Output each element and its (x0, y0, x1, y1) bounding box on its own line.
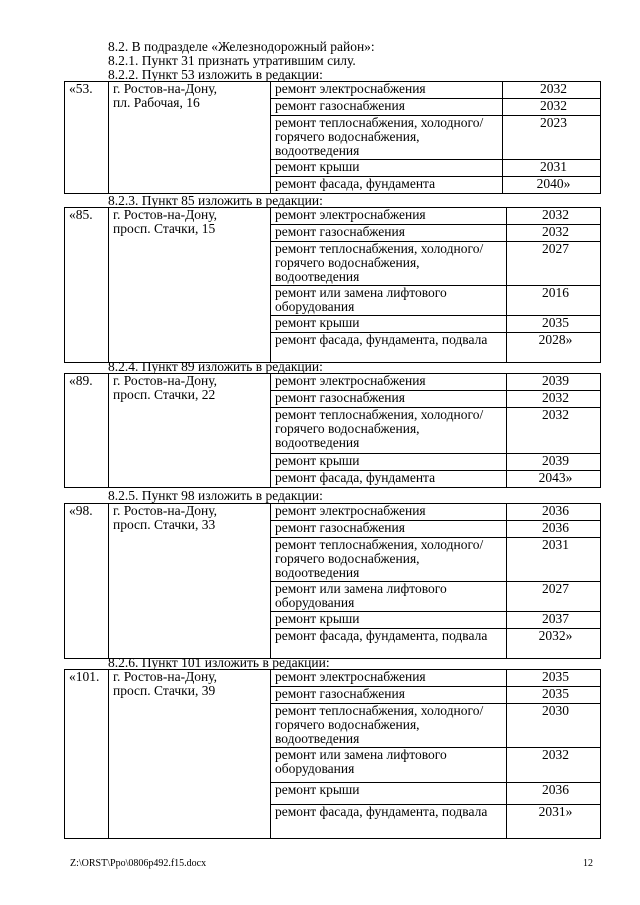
work-year: 2039 (507, 454, 601, 471)
work-year: 2032 (503, 82, 601, 99)
block-intro: 8.2.3. Пункт 85 изложить в редакции: (108, 193, 323, 208)
work-type: ремонт или замена лифтового оборудования (271, 286, 507, 316)
work-year: 2040» (503, 177, 601, 194)
work-type: ремонт теплоснабжения, холодного/горячего водоснабжения, водоотведения (271, 408, 507, 454)
address-street: просп. Стачки, 22 (113, 387, 216, 402)
work-type: ремонт газоснабжения (271, 391, 507, 408)
work-type: ремонт электроснабжения (271, 374, 507, 391)
work-year: 2035 (507, 670, 601, 687)
work-type: ремонт электроснабжения (271, 82, 503, 99)
work-year: 2031» (507, 805, 601, 839)
address-street: просп. Стачки, 15 (113, 221, 216, 236)
work-year: 2030 (507, 704, 601, 748)
block-intro: 8.2.5. Пункт 98 изложить в редакции: (108, 488, 323, 503)
work-year: 2032 (507, 408, 601, 454)
address-city: г. Ростов-на-Дону, (113, 503, 218, 518)
page-number: 12 (583, 858, 593, 869)
work-year: 2032» (507, 629, 601, 659)
item-table (64, 81, 601, 194)
work-type: ремонт электроснабжения (271, 208, 507, 225)
block-intro: 8.2.2. Пункт 53 изложить в редакции: (108, 67, 323, 82)
work-year: 2027 (507, 242, 601, 286)
work-year: 2043» (507, 471, 601, 488)
work-type: ремонт газоснабжения (271, 687, 507, 704)
work-year: 2031 (503, 160, 601, 177)
section-heading: 8.2. В подразделе «Железнодорожный район»: (108, 39, 375, 54)
item-table (64, 373, 601, 488)
work-type: ремонт теплоснабжения, холодного/горячего водоснабжения, водоотведения (271, 116, 503, 160)
item-table (64, 669, 601, 839)
work-type: ремонт крыши (271, 160, 503, 177)
work-year: 2028» (507, 333, 601, 363)
block-intro: 8.2.4. Пункт 89 изложить в редакции: (108, 359, 323, 374)
item-address (109, 82, 271, 194)
work-type: ремонт крыши (271, 454, 507, 471)
address-street: просп. Стачки, 33 (113, 517, 216, 532)
work-year: 2032 (507, 748, 601, 783)
work-type: ремонт крыши (271, 316, 507, 333)
work-year: 2035 (507, 687, 601, 704)
work-year: 2032 (503, 99, 601, 116)
address-city: г. Ростов-на-Дону, (113, 81, 218, 96)
work-type: ремонт фасада, фундамента, подвала (271, 805, 507, 839)
work-year: 2036 (507, 783, 601, 805)
work-year: 2035 (507, 316, 601, 333)
footer-file-path: Z:\ORST\Ppo\0806p492.f15.docx (70, 858, 207, 869)
item-table (64, 207, 601, 363)
work-type: ремонт фасада, фундамента (271, 471, 507, 488)
item-number: «98. (65, 504, 109, 659)
work-type: ремонт электроснабжения (271, 670, 507, 687)
address-street: просп. Стачки, 39 (113, 683, 216, 698)
work-type: ремонт теплоснабжения, холодного/горячего водоснабжения, водоотведения (271, 538, 507, 582)
work-year: 2031 (507, 538, 601, 582)
work-type: ремонт газоснабжения (271, 99, 503, 116)
address-city: г. Ростов-на-Дону, (113, 207, 218, 222)
work-year: 2032 (507, 208, 601, 225)
work-type: ремонт крыши (271, 783, 507, 805)
address-street: пл. Рабочая, 16 (113, 95, 200, 110)
work-type: ремонт или замена лифтового оборудования (271, 582, 507, 612)
work-type: ремонт фасада, фундамента, подвала (271, 333, 507, 363)
paragraph-821: 8.2.1. Пункт 31 признать утратившим силу. (108, 53, 356, 68)
work-year: 2016 (507, 286, 601, 316)
work-type: ремонт теплоснабжения, холодного/горячего водоснабжения, водоотведения (271, 242, 507, 286)
work-type: ремонт фасада, фундамента (271, 177, 503, 194)
item-number: «85. (65, 208, 109, 363)
item-address (109, 374, 271, 488)
work-year: 2039 (507, 374, 601, 391)
item-number: «53. (65, 82, 109, 194)
work-type: ремонт или замена лифтового оборудования (271, 748, 507, 783)
work-year: 2036 (507, 504, 601, 521)
work-year: 2036 (507, 521, 601, 538)
work-type: ремонт теплоснабжения, холодного/горячего водоснабжения, водоотведения (271, 704, 507, 748)
work-type: ремонт электроснабжения (271, 504, 507, 521)
item-address (109, 670, 271, 839)
item-number: «89. (65, 374, 109, 488)
block-intro: 8.2.6. Пункт 101 изложить в редакции: (108, 655, 330, 670)
work-type: ремонт фасада, фундамента, подвала (271, 629, 507, 659)
item-table (64, 503, 601, 659)
work-year: 2037 (507, 612, 601, 629)
address-city: г. Ростов-на-Дону, (113, 669, 218, 684)
work-year: 2023 (503, 116, 601, 160)
address-city: г. Ростов-на-Дону, (113, 373, 218, 388)
work-type: ремонт газоснабжения (271, 225, 507, 242)
item-number: «101. (65, 670, 109, 839)
item-address (109, 504, 271, 659)
work-year: 2032 (507, 391, 601, 408)
work-type: ремонт крыши (271, 612, 507, 629)
work-type: ремонт газоснабжения (271, 521, 507, 538)
work-year: 2032 (507, 225, 601, 242)
item-address (109, 208, 271, 363)
work-year: 2027 (507, 582, 601, 612)
